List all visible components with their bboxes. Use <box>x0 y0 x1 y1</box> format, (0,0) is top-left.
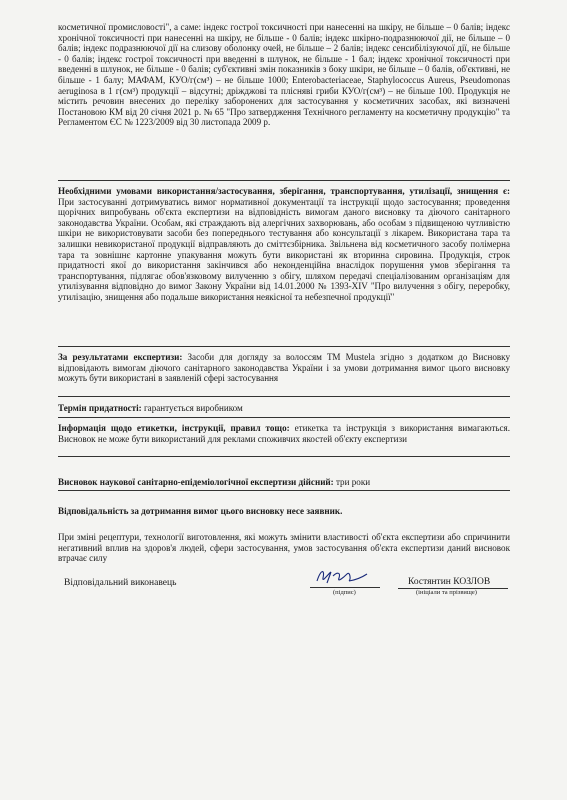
section-divider <box>58 417 510 418</box>
results-section <box>58 352 510 384</box>
signature-line <box>310 587 380 588</box>
note-section <box>58 532 510 564</box>
results-text: Засоби для догляду за волоссям ТМ Mustela згідно з додатком до Висновку відповідають вимогам діючого санітарного законодавства України і за умови дотримання вимог цього висновку можуть бути використані в заявленій сфері застосування <box>58 352 511 384</box>
note-text: При зміні рецептури, технології виготовлення, які можуть змінити властивості об'єкта експертизи або спричинити негативний вплив на здоров'я людей, сфери застосування, умов застосування об'єкта експертизи даний висновок втрачає силу <box>58 532 510 564</box>
section-divider <box>58 396 510 397</box>
responsibility-section <box>58 506 510 517</box>
conditions-section <box>58 186 510 303</box>
shelf-life-label: Термін придатності: <box>58 403 142 413</box>
shelf-life-section <box>58 403 510 414</box>
labeling-text: етикетка та інструкція з використання вимагаються. Висновок не може бути використаний для реклами споживчих якостей об'єкту експертизи <box>58 423 510 444</box>
handwritten-signature <box>313 566 371 588</box>
shelf-life-paragraph <box>58 403 510 414</box>
intro-section <box>58 22 510 128</box>
validity-label: Висновок наукової санітарно-епідеміологічної експертизи дійсний: <box>58 477 334 487</box>
section-divider <box>58 490 510 491</box>
conditions-paragraph <box>58 186 510 303</box>
responsibility-text: Відповідальність за дотримання вимог цього висновку несе заявник. <box>58 506 343 516</box>
section-divider <box>58 180 510 181</box>
labeling-section <box>58 423 510 444</box>
validity-section <box>58 477 510 488</box>
signatory-name: Костянтин КОЗЛОВ <box>408 577 491 587</box>
intro-text: косметичної промисловості", а саме: індекс гострої токсичності при нанесенні на шкіру, не більше – 0 балів; індекс хронічної токсичності при нанесенні на шкіру, не більше - 0 балів; індекс шкірно-подразнюючої дії, не більше – 0 балів; індекс подразнюючої дії на слизову оболонку очей, не більше – 2 балів; індекс сенсибілізуючої дії, не більше - 0 балів; індекс гострої токсичності при введенні в шлунок, не більше - 1 бал; індекс хронічної токсичності при введенні в шлунок, не більше - 0 балів; суб'єктивні змін показників з боку шкіри, не більше – 0 балів, об'єктивні, не більше - 1 балу; МАФАМ, КУО/г(см³) – не більше 1000; Enterobacteriaceae, Staphylococcus Aureus, Pseudomonas aeruginosa в 1 г(см³) продукції – відсутні; дріжджові та плісняві гриби КУО/г(см³) – не більше 100. Продукція не містить речовин внесених до переліку заборонених для застосування у косметичних засобах, які визначені Постановою КМ від 20 січня 2021 р. № 65 "Про затвердження Технічного регламенту на косметичну продукцію" та Регламентом ЄС № 1223/2009 від 30 листопада 2009 р. <box>58 22 510 128</box>
labeling-paragraph <box>58 423 510 444</box>
name-caption: (ініціали та прізвище) <box>416 589 477 596</box>
signature-caption: (підпис) <box>333 589 356 596</box>
shelf-life-text: гарантується виробником <box>141 403 243 413</box>
section-divider <box>58 456 510 457</box>
section-divider <box>58 346 510 347</box>
conditions-label: Необхідними умовами використання/застосування, зберігання, транспортування, утилізації, знищення є: <box>58 186 510 196</box>
validity-paragraph <box>58 477 510 488</box>
results-label: За результатами експертизи: <box>58 352 183 362</box>
labeling-label: Інформація щодо етикетки, інструкції, правил тощо: <box>58 423 290 433</box>
results-paragraph <box>58 352 510 384</box>
conditions-text: При застосуванні дотримуватись вимог нормативної документації та інструкції щодо застосування; проведення щорічних випробувань об'єкта експертизи на відповідність вимогам даного висновку та діючого санітарного законодавства України. Особам, які страждають від алергічних захворювань, або особам з підвищеною чутливістю шкіри не використовувати засоби без попереднього тестування або консультації з лікарем. Використана тара та залишки невикористаної продукції відправляють до сміттєзбірника. Звільнена від косметичного засобу полімерна тара та зовнішнє картонне упакування можуть бути використані як вторинна сировина. Продукція, строк придатності якої до використання закінчився або неконденційна внаслідок порушення умов зберігання та транспортування, підлягає обов'язковому вилученню з обігу, шляхом передачі спеціалізованим організаціям для утилізування відповідно до вимог Закону України від 14.01.2000 № 1393-XIV "Про вилучення з обігу, переробку, утилізацію, знищення або подальше використання неякісної та небезпечної продукції" <box>58 196 510 302</box>
signatory-role: Відповідальний виконавець <box>64 578 177 588</box>
validity-text: три роки <box>333 477 371 487</box>
